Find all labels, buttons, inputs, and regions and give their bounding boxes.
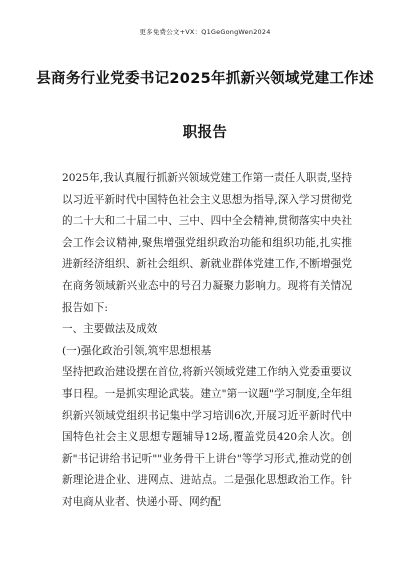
header-note: 更多免费公文+VX：Q1GeGongWen2024 [139, 28, 271, 36]
section-heading: 一、主要做法及成效 [62, 323, 158, 336]
document-body [62, 168, 352, 514]
subsection-heading: (一)强化政治引领,筑牢思想根基 [62, 344, 212, 357]
intro-paragraph: 2025年,我认真履行抓新兴领域党建工作第一责任人职责,坚持以习近平新时代中国特色社会主义思想为指导,深入学习贯彻党的二十大和二十届二中、三中、四中全会精神,贯彻落实中央社会工作会议精神,聚焦增强党组织政治功能和组织功能,扎实推进新经济组织、新社会组织、新就业群体党建工作,不断增强党在商务领域新兴业态中的号召力凝聚力影响力。现将有关情况报告如下: [62, 172, 352, 314]
document-title-line-2: 职报告 [182, 125, 228, 141]
document-title-line-1: 县商务行业党委书记2025年抓新兴领域党建工作述 [36, 71, 374, 87]
body-paragraph: 坚持把政治建设摆在首位,将新兴领域党建工作纳入党委重要议事日程。一是抓实理论武装。建立"第一议题"学习制度,全年组织新兴领域党组织书记集中学习培训6次,开展习近平新时代中国特色社会主义思想专题辅导12场,覆盖党员420余人次。创新"书记讲给书记听""业务骨干上讲台"等学习形式,推动党的创新理论进企业、进网点、进站点。二是强化思想政治工作。针对电商从业者、快递小哥、网约配 [62, 366, 352, 508]
